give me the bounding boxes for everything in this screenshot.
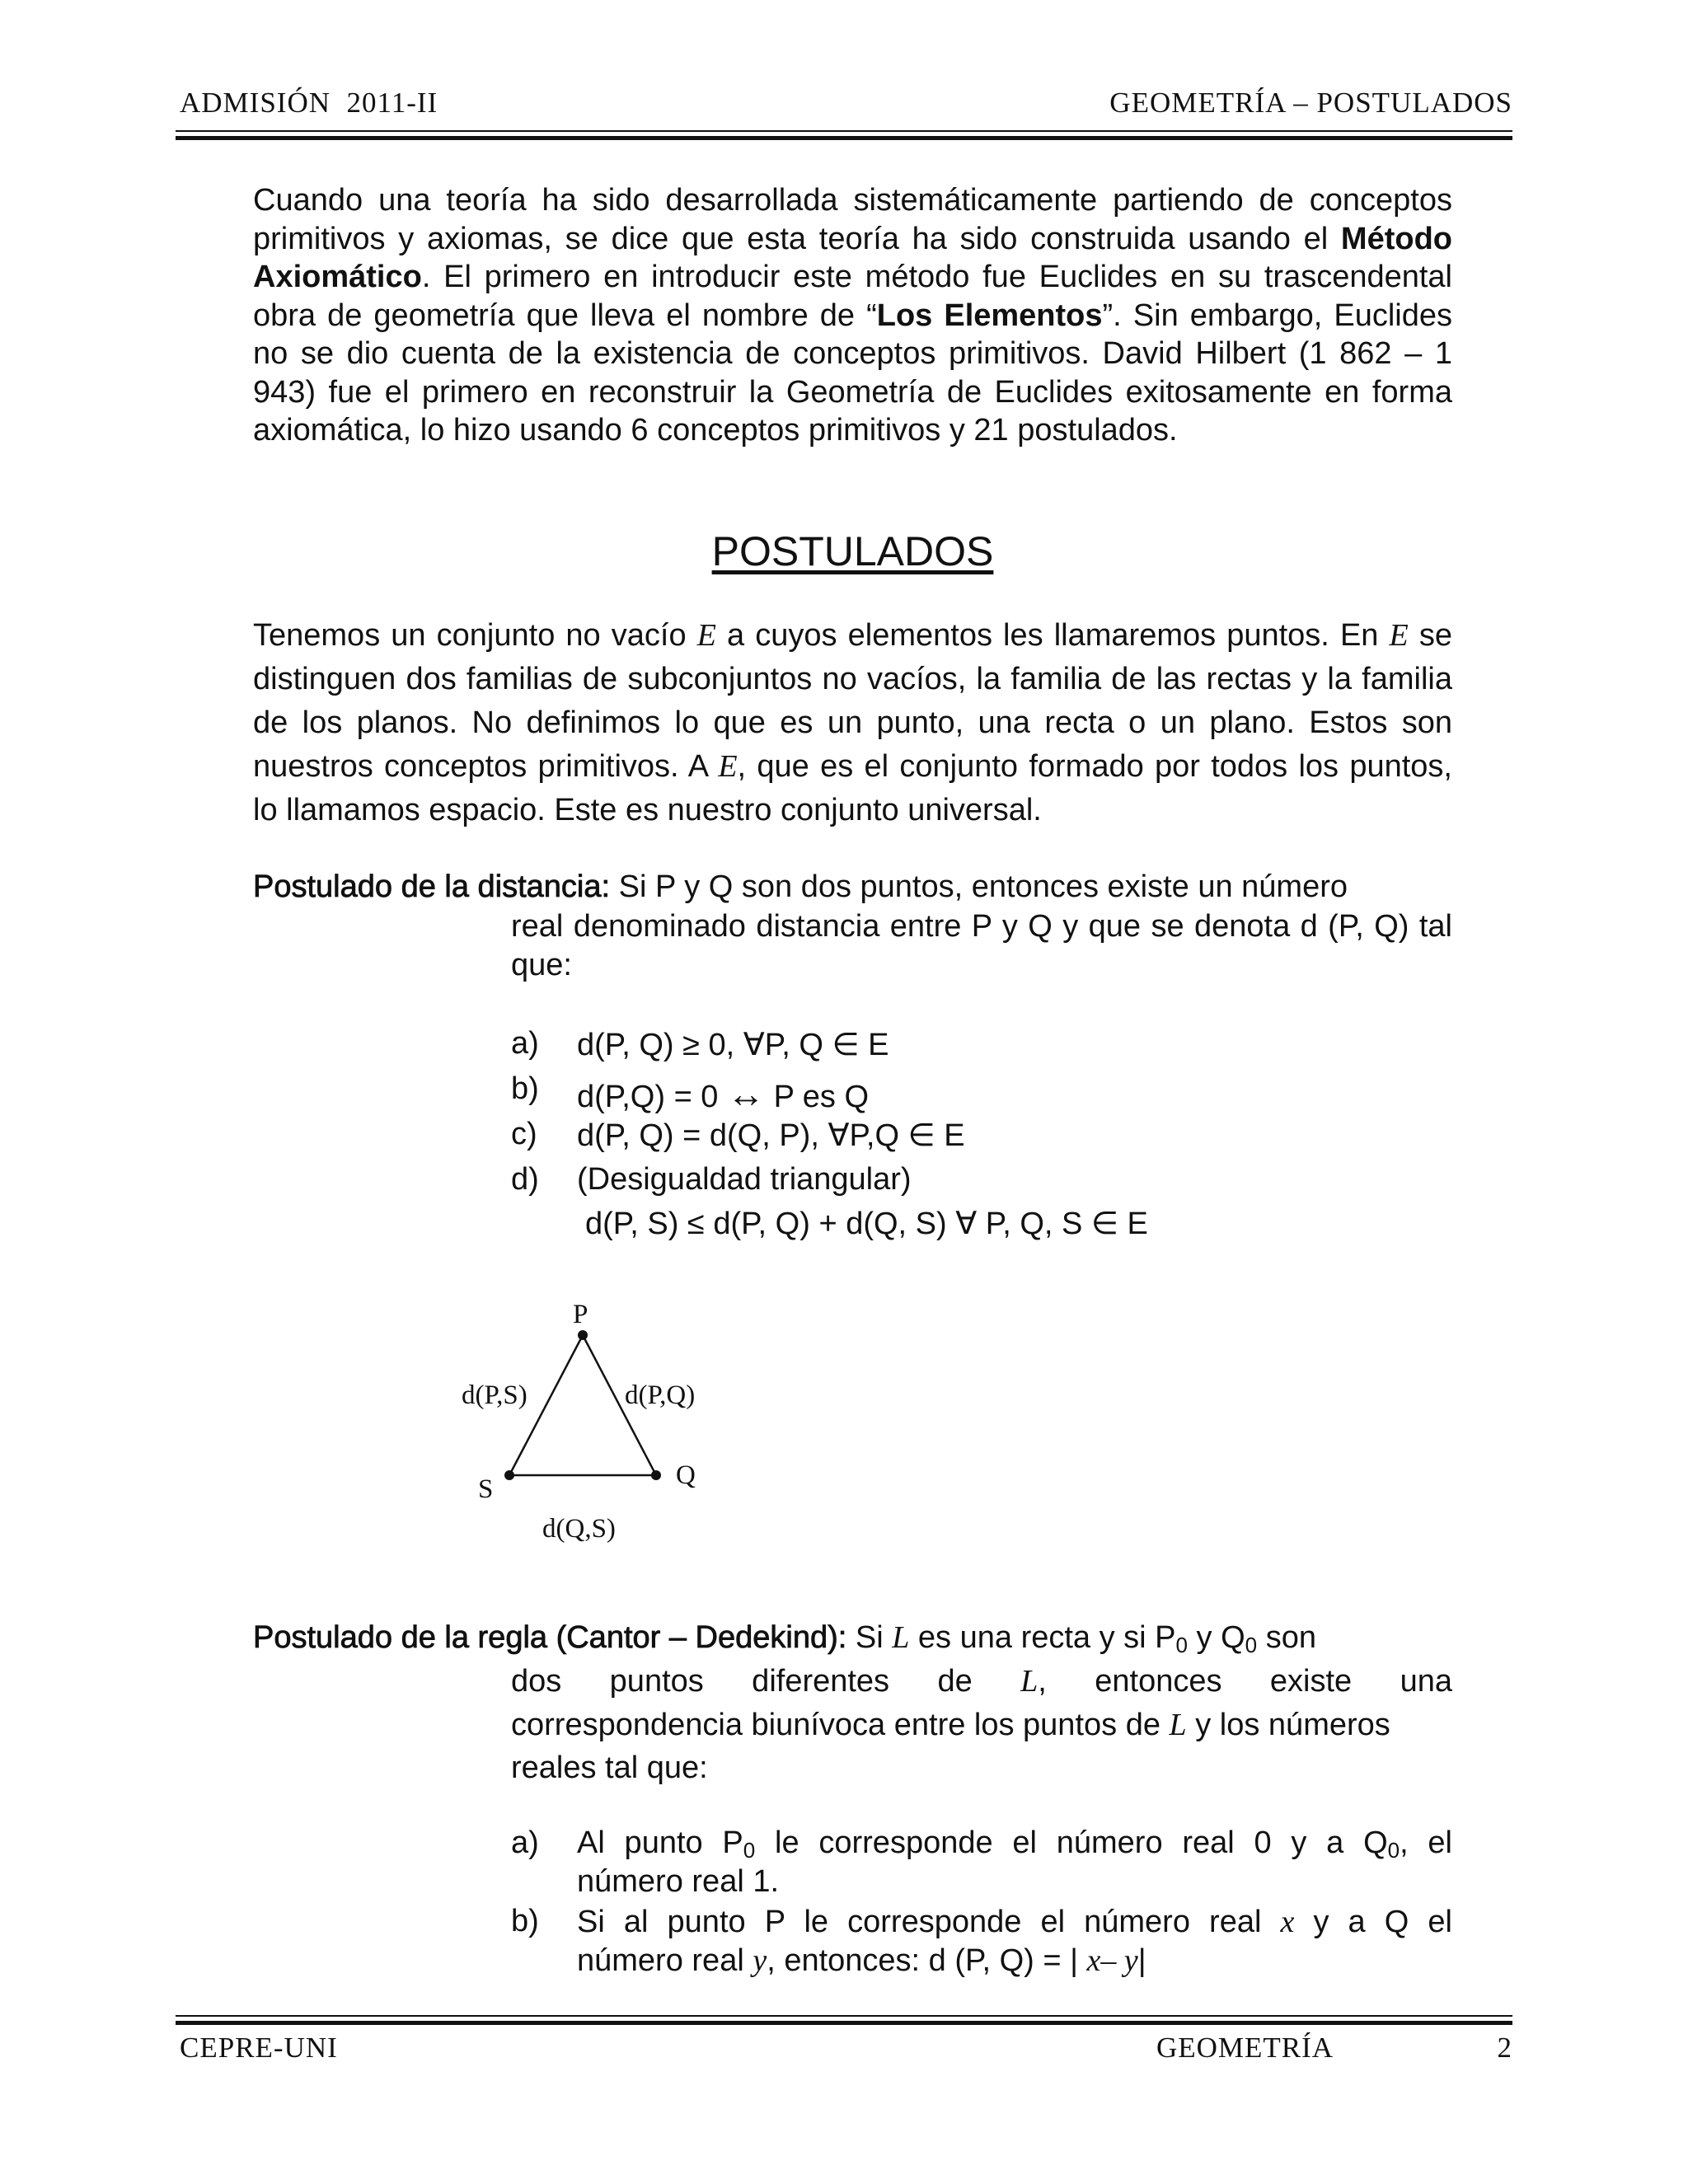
ruler-postulate-heading: Postulado de la regla (Cantor – Dedekind): <box>253 1620 847 1655</box>
footer-rule <box>176 2015 1512 2025</box>
ruler-line-2: dos puntos diferentes de L, entonces existe una <box>511 1664 1452 1699</box>
set-symbol-e: E <box>718 749 738 784</box>
label-s: S <box>478 1474 494 1504</box>
intro-text-2: . El primero en introducir este método fue Euclides en su trascendental obra de geometría que lleva el nombre de “ <box>253 260 1452 333</box>
distance-postulate-lead: Si P y Q son dos puntos, entonces existe un número <box>610 869 1348 904</box>
label-dqs: d(Q,S) <box>542 1514 616 1544</box>
set-symbol-e: E <box>696 618 716 653</box>
triangle-figure <box>445 1290 742 1554</box>
point-p <box>578 1330 588 1340</box>
intro-text-1: Cuando una teoría ha sido desarrollada sistemáticamente partiendo de conceptos primitivos y axiomas, se dice que esta teoría ha sido construida usando el <box>253 183 1452 256</box>
space-text-4: , que es el conjunto formado por todos los puntos, lo llamamos espacio. Este es nuestro conjunto universal. <box>253 749 1452 827</box>
page-number: 2 <box>1497 2032 1512 2064</box>
space-text-2: a cuyos elementos les llamaremos puntos. En <box>715 618 1390 653</box>
double-arrow-icon: ↔ <box>727 1072 766 1115</box>
intro-bold-elementos: Los Elementos <box>876 298 1103 333</box>
distance-postulate-rest: real denominado distancia entre P y Q y que se denota d (P, Q) tal que: <box>511 909 1452 982</box>
line-symbol-l: L <box>892 1620 910 1655</box>
label-q: Q <box>676 1460 696 1490</box>
point-q <box>651 1470 661 1480</box>
header-course: ADMISIÓN 2011-II <box>180 87 438 119</box>
line-symbol-l: L <box>1169 1708 1187 1742</box>
ruler-line-4: reales tal que: <box>511 1750 708 1785</box>
ruler-postulate-line: Postulado de la regla (Cantor – Dedekind): Si L es una recta y si $P_0$ y $Q_0$ son <box>253 1620 1316 1657</box>
section-title: POSTULADOS <box>711 528 994 574</box>
ruler-item-b-cont: número real y, entonces: d (P, Q) = | x– y| <box>577 1943 1146 1978</box>
distance-postulate-line <box>253 869 1452 905</box>
intro-paragraph <box>253 181 1452 450</box>
point-s <box>504 1470 514 1480</box>
header-rule <box>176 130 1512 140</box>
footer-subject: GEOMETRÍA <box>1156 2032 1334 2064</box>
space-text-1: Tenemos un conjunto no vacío <box>253 618 697 653</box>
set-symbol-e: E <box>1389 618 1409 653</box>
ruler-line-3: correspondencia biunívoca entre los puntos de L y los números <box>511 1708 1390 1742</box>
ruler-item-a-cont: número real 1. <box>577 1864 780 1899</box>
space-paragraph <box>253 614 1452 832</box>
label-p: P <box>573 1300 588 1329</box>
line-symbol-l: L <box>1020 1664 1039 1699</box>
distance-postulate-heading: Postulado de la distancia: <box>253 869 611 904</box>
space-text-3: se distinguen dos familias de subconjuntos no vacíos, la familia de las rectas y la familia de los planos. No definimos lo que es un punto, una recta o un plano. Estos son nuestros conceptos primitivos. A <box>253 618 1452 784</box>
footer-institution: CEPRE-UNI <box>180 2032 338 2064</box>
header-topic: GEOMETRÍA – POSTULADOS <box>1109 87 1512 119</box>
label-dpq: d(P,Q) <box>625 1380 696 1410</box>
label-dps: d(P,S) <box>462 1380 528 1410</box>
triangle-inequality: d(P, S) ≤ d(P, Q) + d(Q, S) ∀ P, Q, S ∈ E <box>585 1207 1148 1241</box>
intro-text-3: ”. Sin embargo, Euclides no se dio cuenta de la existencia de conceptos primitivos. David Hilbert (1 862 – 1 943) fue el primero en reconstruir la Geometría de Euclides exitosamente en forma axiomática, lo hizo usando 6 conceptos primitivos y 21 postulados. <box>253 298 1452 448</box>
intro-bold-metodo: Método Axiomático <box>253 221 1452 294</box>
